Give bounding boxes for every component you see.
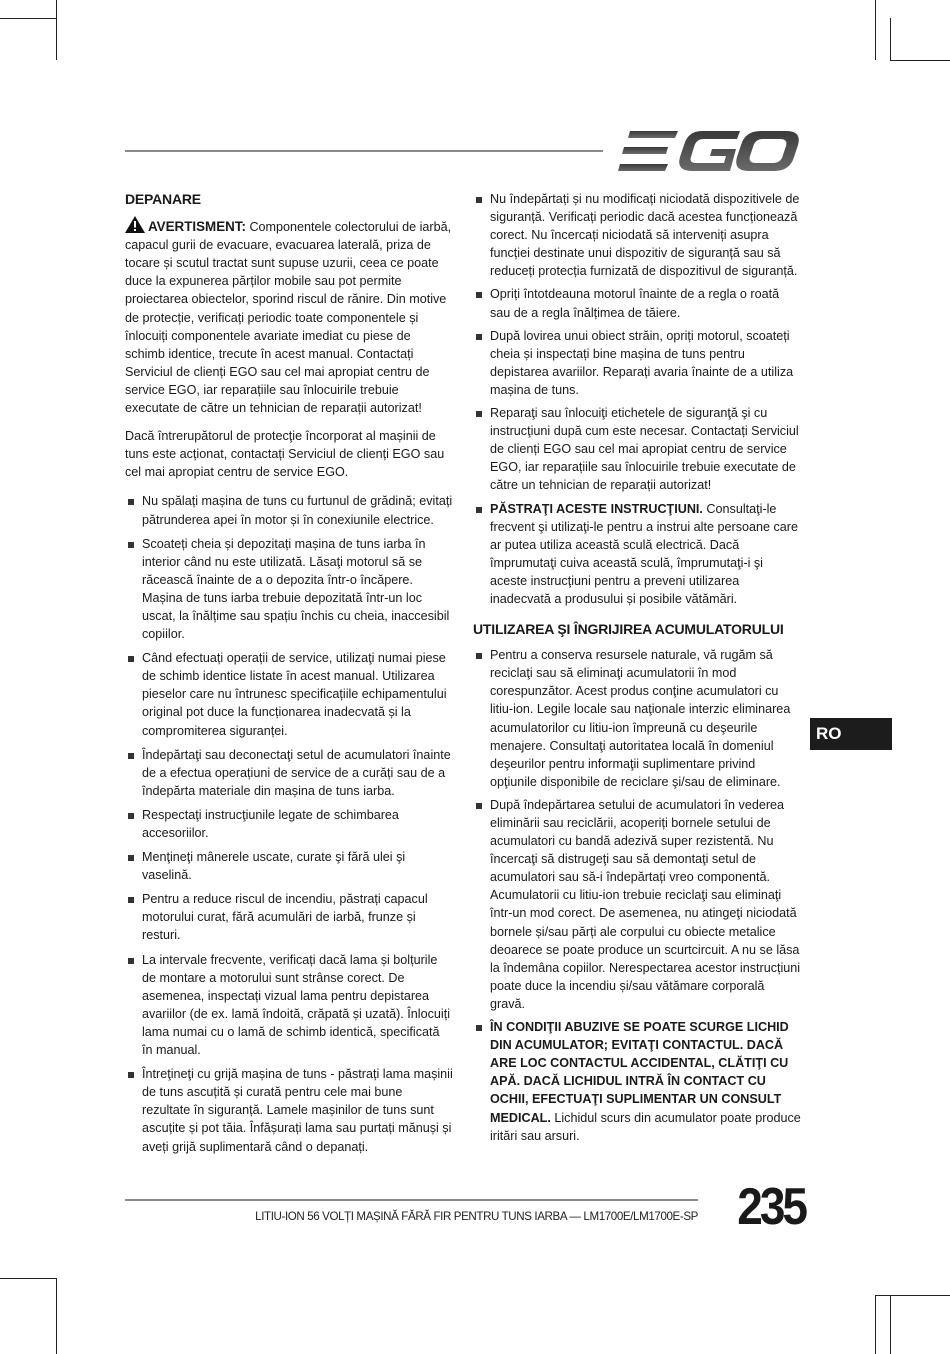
crop-mark (56, 0, 57, 60)
battery-list (473, 646, 802, 1145)
right-column (473, 190, 802, 1150)
list-item: Nu îndepărtați și nu modificați niciodată dispozitivele de siguranță. Verificați periodic dacă acestea funcționează corect. Nu încercați niciodată să interveniți asupra funcției destinate unui dispozitiv de siguranță sau să reduceți protecția furnizată de dispozitivul de siguranță. (473, 190, 802, 280)
list-item: Reparaţi sau înlocuiţi etichetele de siguranţă şi cu instrucţiuni după cum este necesar. Contactați Serviciul de clienți EGO sau cel mai apropiat centru de service EGO, iar reparațiile sau înlocuirile trebuie executate de către un tehnician de reparații autorizat! (473, 404, 802, 494)
list-item: Nu spălați mașina de tuns cu furtunul de grădină; evitați pătrunderea apei în motor și în conexiunile electrice. (125, 492, 453, 528)
section-title-battery: UTILIZAREA ŞI ÎNGRIJIREA ACUMULATORULUI (473, 621, 784, 638)
warning-triangle-icon (125, 216, 145, 233)
page-number: 235 (737, 1177, 805, 1236)
safety-list (473, 190, 802, 608)
list-item: Scoateți cheia și depozitați mașina de tuns iarba în interior când nu este utilizată. Lăsaţi motorul să se răcească înainte de a o depozita într-o încăpere. Mașina de tuns iarba trebuie depozitată într-un loc uscat, la înălțime sau spațiu închis cu cheia, inaccesibil copiilor. (125, 535, 453, 644)
keep-instructions-text: Consultaţi-le frecvent şi utilizaţi-le pentru a instrui alte persoane care ar putea utiliza această sculă electrică. Dacă împrumutaţi cuiva această sculă, împrumutaţi-i şi aceste instrucţiuni pentru a preveni utilizarea inadecvată a produsului și posibile vătămări. (490, 501, 798, 606)
warning-label: AVERTISMENT: (148, 219, 246, 235)
ego-logo (618, 131, 800, 171)
battery-leak-warning: ÎN CONDIŢII ABUZIVE SE POATE SCURGE LICHID DIN ACUMULATOR; EVITAŢI CONTACTUL. DACĂ ARE LOC CONTACTUL ACCIDENTAL, CLĂTIŢI CU APĂ. DACĂ LICHIDUL INTRĂ ÎN CONTACT CU OCHII, EFECTUAŢI SUPLIMENTAR UN CONSULT MEDICAL. (490, 1020, 789, 1125)
warning-paragraph (125, 216, 453, 417)
crop-mark (875, 1295, 950, 1296)
list-item: După lovirea unui obiect străin, opriți motorul, scoateți cheia și inspectați bine mașina de tuns pentru depistarea avariilor. Reparați avaria înainte de a utiliza mașina de tuns. (473, 327, 802, 399)
warning-text: Componentele colectorului de iarbă, capacul gurii de evacuare, evacuarea laterală, priza de tocare și scutul tractat sunt supuse uzurii, ceea ce poate duce la expunerea părților mobile sau pot permite proiectarea obiectelor, sporind riscul de rănire. Din motive de protecție, verificați periodic toate componentele și înlocuiți componentele avariate imediat cu piese de schimb identice, trecute în acest manual. Contactați Serviciul de clienți EGO sau cel mai apropiat centru de service EGO, iar reparațiile sau înlocuirile trebuie executate de către un tehnician de reparații autorizat! (125, 220, 452, 416)
list-item: Menţineţi mânerele uscate, curate şi fără ulei şi vaselină. (125, 848, 453, 884)
list-item (473, 500, 802, 609)
crop-mark (0, 18, 56, 19)
crop-mark (875, 1295, 876, 1354)
list-item: După îndepărtarea setului de acumulatori în vederea eliminării sau reciclării, acoperiți bornele setului de acumulatori cu bandă adezivă super rezistentă. Nu încercaţi să distrugeţi sau să demontaţi setul de acumulatori sau să-i îndepărtați vreo componentă. Acumulatorii cu litiu-ion trebuie reciclaţi sau eliminaţi într-un mod corect. De asemenea, nu atingeţi niciodată bornele și/sau părți ale corpului cu obiecte metalice deoarece se poate produce un scurtcircuit. A nu se lăsa la îndemâna copiilor. Nerespectarea acestor instrucțiuni poate duce la incendiu și/sau vătămare corporală gravă. (473, 796, 802, 1013)
footer-rule (125, 1199, 698, 1201)
crop-mark (875, 0, 876, 60)
list-item: La intervale frecvente, verificați dacă lama și bolțurile de montare a motorului sunt strânse corect. De asemenea, inspectați vizual lama pentru depistarea avariilor (de ex. lamă îndoită, crăpată și uzată). Înlocuiți lama numai cu o lamă de schimb identică, specificată în manual. (125, 951, 453, 1060)
crop-mark (0, 1278, 56, 1279)
keep-instructions-heading: PĂSTRAŢI ACESTE INSTRUCŢIUNI. (490, 501, 703, 516)
maintenance-list (125, 492, 453, 1155)
header-rule (125, 150, 603, 152)
list-item (473, 1018, 802, 1145)
crop-mark (890, 18, 891, 60)
breaker-paragraph: Dacă întrerupătorul de protecţie încorporat al mașinii de tuns este acționat, contactați Serviciul de clienți EGO sau cel mai apropiat centru de service EGO. (125, 429, 445, 480)
list-item: Întreţineţi cu grijă mașina de tuns - păstrați lama mașinii de tuns ascuțită și curată pentru cele mai bune rezultate în siguranță. Lamele mașinilor de tuns sunt ascuțite și pot tăia. Înfășurați lama sau purtați mănuși și aveți grijă suplimentară când o depanați. (125, 1065, 453, 1155)
list-item: Respectaţi instrucţiunile legate de schimbarea accesoriilor. (125, 806, 453, 842)
crop-mark (890, 1295, 891, 1354)
section-title-depanare: DEPANARE (125, 191, 201, 207)
list-item: Îndepărtaţi sau deconectaţi setul de acumulatori înainte de a efectua operațiuni de service de a curăți sau de a îndepărta materiale din mașina de tuns iarba. (125, 746, 453, 800)
crop-mark (890, 60, 950, 61)
left-column (125, 190, 453, 1162)
battery-leak-text: Lichidul scurs din acumulator poate produce iritări sau arsuri. (490, 1110, 801, 1143)
footer-product-name: LITIU-ION 56 VOLȚI MAȘINĂ FĂRĂ FIR PENTRU TUNS IARBA — LM1700E/LM1700E-SP (255, 1210, 698, 1223)
list-item: Pentru a reduce riscul de incendiu, păstrați capacul motorului curat, fără acumulări de iarbă, frunze și resturi. (125, 890, 453, 944)
crop-mark (56, 1278, 57, 1354)
list-item: Opriți întotdeauna motorul înainte de a regla o roată sau de a regla înălțimea de tăiere. (473, 285, 802, 321)
language-tab: RO (810, 718, 892, 750)
list-item: Pentru a conserva resursele naturale, vă rugăm să reciclaţi sau să eliminaţi acumulatorii în mod corespunzător. Acest produs conţine acumulatori cu litiu-ion. Legile locale sau naţionale interzic eliminarea acumulatorilor cu litiu-ion împreună cu deşeurile menajere. Consultaţi autoritatea locală în domeniul deşeurilor pentru informaţii suplimentare privind opţiunile disponibile de reciclare şi/sau de eliminare. (473, 646, 802, 791)
list-item: Când efectuați operații de service, utilizaţi numai piese de schimb identice listate în acest manual. Utilizarea pieselor care nu întrunesc specificațiile echipamentului original pot duce la funcționarea inadecvată și la compromiterea siguranței. (125, 649, 453, 739)
